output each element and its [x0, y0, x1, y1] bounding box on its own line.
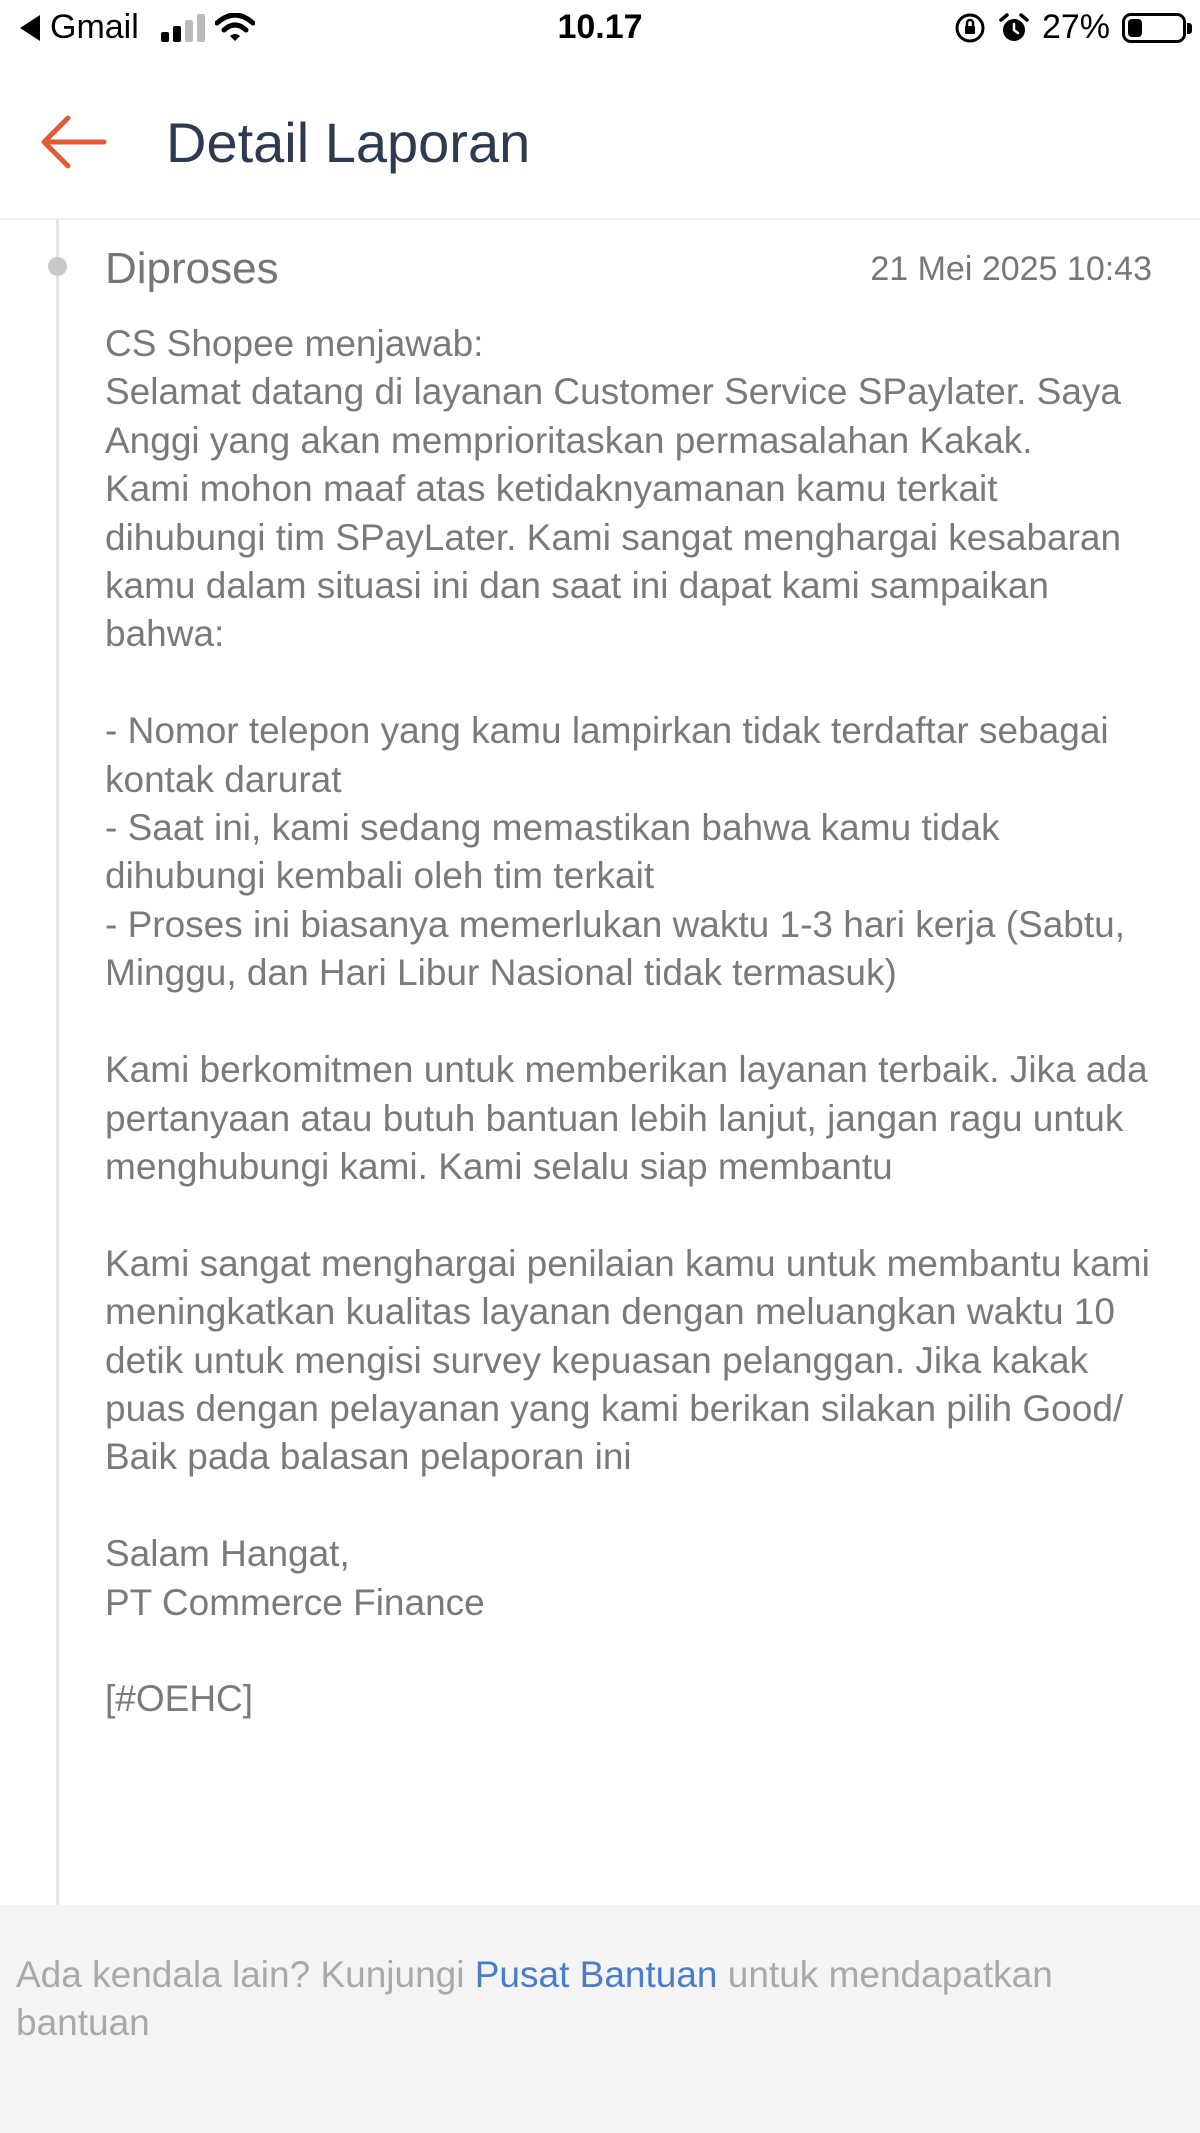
report-message: CS Shopee menjawab: Selamat datang di layanan Customer Service SPaylater. Saya Anggi yang akan memprioritaskan permasalahan Kakak. Kami mohon maaf atas ketidaknyamanan kamu terkait dihubungi tim SPayLater. Kami sangat menghargai kesabaran kamu dalam situasi ini dan saat ini dapat kami sampaikan bahwa: - Nomor telepon yang kamu lampirkan tidak terdaftar sebagai kontak darurat - Saat ini, kami sedang memastikan bahwa kamu tidak dihubungi kembali oleh tim terkait - Proses ini biasanya memerlukan waktu 1-3 hari kerja (Sabtu, Minggu, dan Hari Libur Nasional tidak termasuk) Kami berkomitmen untuk memberikan layanan terbaik. Jika ada pertanyaan atau butuh bantuan lebih lanjut, jangan ragu untuk menghubungi kami. Kami selalu siap membantu Kami sangat menghargai penilaian kamu untuk membantu kami meningkatkan kualitas layanan dengan meluangkan waktu 10 detik untuk mengisi survey kepuasan pelanggan. Jika kakak puas dengan pelayanan yang kami berikan silakan pilih Good/ Baik pada balasan pelaporan ini Salam Hangat, PT Commerce Finance [#OEHC] [105, 323, 1150, 1720]
clock: 10.17 [557, 8, 643, 46]
orientation-lock-icon [954, 12, 986, 44]
battery-percent: 27% [1041, 8, 1110, 46]
help-text-after: untuk mendapatkan bantuan [16, 1954, 1053, 2043]
timeline-dot [48, 257, 67, 276]
status-bar-right [954, 8, 1186, 47]
app-header [0, 60, 1200, 220]
timeline-line [56, 220, 59, 1905]
battery-level [1128, 19, 1142, 37]
help-footer [0, 1905, 1200, 2133]
back-arrow-icon[interactable] [38, 112, 108, 172]
alarm-icon [998, 12, 1030, 44]
battery-icon [1122, 13, 1186, 43]
back-app-label[interactable]: Gmail [50, 8, 139, 46]
report-status: Diproses [105, 244, 279, 293]
report-datetime: 21 Mei 2025 10:43 [870, 250, 1152, 288]
status-bar [0, 0, 1200, 60]
help-text [16, 1951, 1191, 2047]
help-center-link[interactable]: Pusat Bantuan [474, 1954, 718, 1995]
help-text-before: Ada kendala lain? Kunjungi [16, 1954, 475, 1995]
page-title: Detail Laporan [166, 111, 531, 174]
